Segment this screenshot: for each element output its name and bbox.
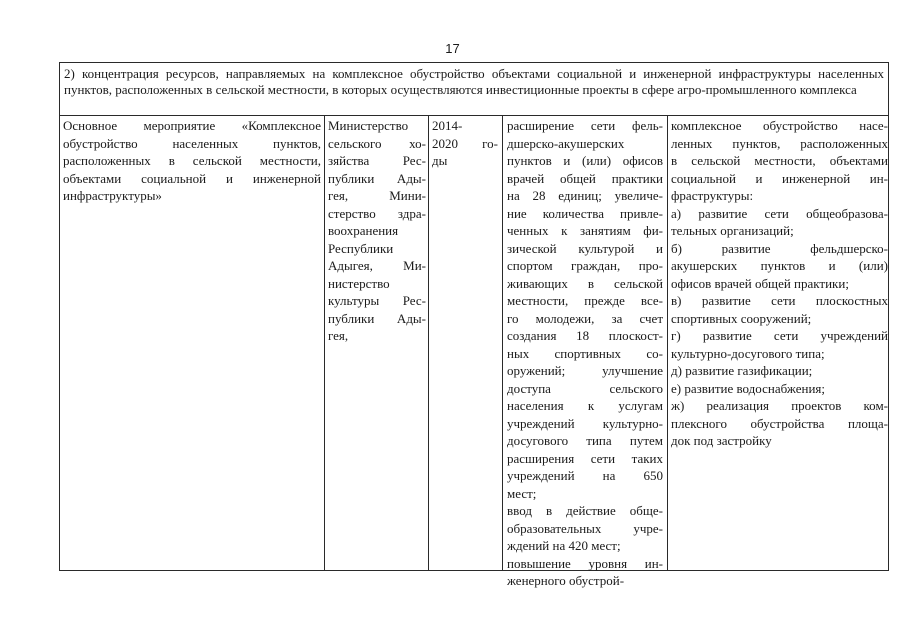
cell-text-line: врачей общей практики — [507, 170, 663, 186]
cell-text-line: инфраструктуры» — [63, 188, 162, 203]
cell-text-line: 2020 го- — [432, 135, 498, 151]
cell-text-line: ченных к занятиям фи- — [507, 223, 663, 238]
cell-text-line: зяйства Рес- — [328, 153, 426, 168]
cell-text-line: воохранения — [328, 223, 399, 238]
cell-text-line: акушерских пунктов и (или) — [671, 258, 888, 273]
page-number: 17 — [445, 41, 460, 56]
cell-text-line: Основное мероприятие «Комплексное — [63, 118, 321, 133]
cell-text-line: стерство здра- — [328, 205, 426, 221]
cell-text-line: плексного обустройства площа- — [671, 415, 888, 431]
cell-text-line: офисов врачей общей практики; — [671, 275, 849, 291]
cell-text-line: оружений; улучшение — [507, 363, 663, 378]
expected-results-cell — [507, 117, 663, 590]
cell-text-line: Министерство — [328, 118, 409, 133]
cell-text-line: г) развитие сети учреждений — [671, 328, 888, 343]
cell-text-line: досугового типа путем — [507, 433, 663, 448]
column-divider — [324, 116, 325, 570]
cell-text-line: ждений на 420 мест; — [507, 538, 621, 553]
cell-text-line: тельных организаций; — [671, 223, 794, 238]
cell-text-line: д) развитие газификации; — [671, 363, 813, 378]
cell-text-line: повышение уровня ин- — [507, 555, 663, 571]
executor-cell — [328, 117, 426, 345]
cell-text-line: учреждений культурно- — [507, 415, 663, 431]
program-table — [59, 62, 889, 588]
cell-text-line: расположенных в сельской местности, — [63, 153, 321, 168]
cell-text-line: учреждений на 650 — [507, 468, 663, 483]
column-divider — [502, 116, 503, 570]
cell-text-line: объектами социальной и инженерной — [63, 170, 321, 186]
cell-text-line: социальной и инженерной ин- — [671, 170, 888, 186]
cell-text-line: е) развитие водоснабжения; — [671, 380, 825, 396]
cell-text-line: гея, Мини- — [328, 188, 426, 203]
cell-text-line: спортивных сооружений; — [671, 310, 812, 326]
cell-text-line: дшерско-акушерских — [507, 135, 625, 151]
main-directions-cell — [671, 117, 888, 450]
cell-text-line: Республики — [328, 240, 394, 256]
table-section-header: 2) концентрация ресурсов, направляемых на комплексное обустройство объектами социальной и инженерной инфраструктуры населенных пунктов, расположенных в сельской местности, в которых осуществляются инвестиционные проекты в сфере агро-промышленного комплекса — [60, 63, 888, 116]
cell-text-line: населения к услугам — [507, 398, 663, 413]
cell-text-line: док под застройку — [671, 433, 772, 448]
cell-text-line: ных спортивных со- — [507, 345, 663, 361]
cell-text-line: ввод в действие обще- — [507, 503, 663, 518]
cell-text-line: ж) реализация проектов ком- — [671, 398, 888, 413]
cell-text-line: доступа сельского — [507, 380, 663, 396]
cell-text-line: культуры Рес- — [328, 293, 426, 308]
cell-text-line: в сельской местности, объектами — [671, 153, 888, 168]
cell-text-line: сельского хо- — [328, 135, 426, 151]
cell-text-line: ды — [432, 153, 448, 168]
column-divider — [667, 116, 668, 570]
column-divider — [428, 116, 429, 570]
cell-text-line: расширение сети фель- — [507, 118, 663, 133]
cell-text-line: гея, — [328, 328, 349, 343]
cell-text-line: 2014- — [432, 118, 463, 133]
cell-text-line: женерного обустрой- — [507, 573, 625, 588]
cell-text-line: пунктов и (или) офисов — [507, 153, 663, 168]
cell-text-line: расширения сети таких — [507, 450, 663, 466]
cell-text-line: образовательных учре- — [507, 520, 663, 536]
cell-text-line: комплексное обустройство насе- — [671, 118, 888, 133]
cell-text-line: б) развитие фельдшерско- — [671, 240, 888, 256]
cell-text-line: спортом граждан, про- — [507, 258, 663, 273]
period-cell — [432, 117, 498, 170]
cell-text-line: зической культурой и — [507, 240, 663, 256]
measure-name-cell — [63, 117, 321, 205]
cell-text-line: а) развитие сети общеобразова- — [671, 205, 888, 221]
cell-text-line: на 28 единиц; увеличе- — [507, 188, 663, 203]
cell-text-line: фраструктуры: — [671, 188, 754, 203]
cell-text-line: Адыгея, Ми- — [328, 258, 426, 273]
cell-text-line: го молодежи, за счет — [507, 310, 663, 326]
cell-text-line: ленных пунктов, расположенных — [671, 135, 888, 151]
cell-text-line: нистерство — [328, 275, 390, 291]
cell-text-line: публики Ады- — [328, 170, 426, 186]
cell-text-line: культурно-досугового типа; — [671, 345, 825, 361]
cell-text-line: в) развитие сети плоскостных — [671, 293, 888, 308]
cell-text-line: создания 18 плоскост- — [507, 328, 663, 343]
cell-text-line: обустройство населенных пунктов, — [63, 135, 321, 151]
cell-text-line: мест; — [507, 485, 537, 501]
cell-text-line: живающих в сельской — [507, 275, 663, 291]
cell-text-line: ние количества привле- — [507, 205, 663, 221]
cell-text-line: местности, прежде все- — [507, 293, 663, 308]
cell-text-line: публики Ады- — [328, 310, 426, 326]
